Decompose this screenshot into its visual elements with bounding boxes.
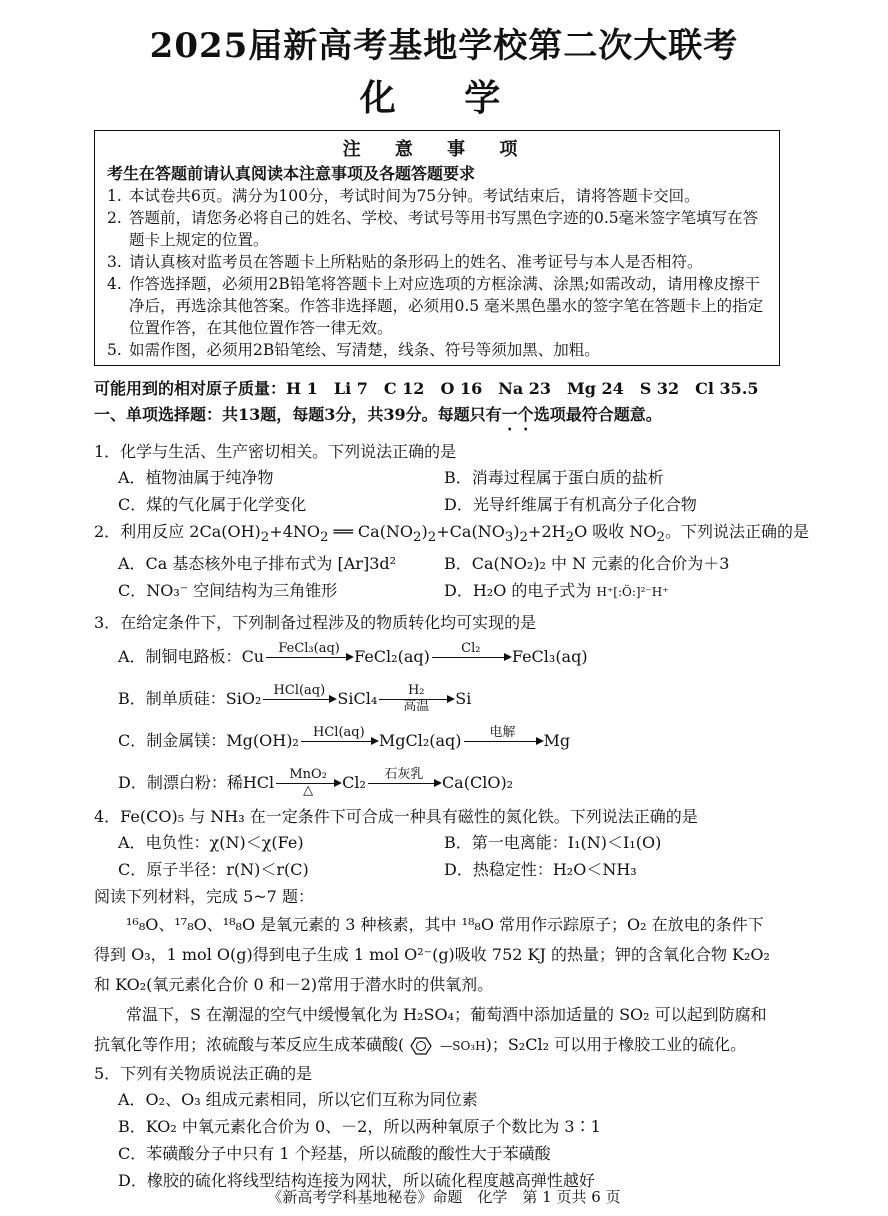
notice-heading: 注 意 事 项 xyxy=(342,139,532,160)
question-5-option-c: C．苯磺酸分子中只有 1 个羟基，所以硫酸的酸性大于苯磺酸 xyxy=(118,1144,551,1164)
atomic-masses-label: 可能用到的相对原子质量： xyxy=(94,379,287,398)
exam-content xyxy=(94,376,809,1195)
question-2-stem-pre: 2．利用反应 2Ca(OH) xyxy=(94,522,261,541)
species: SiO₂ xyxy=(225,689,262,709)
arrow-condition: MnO₂ xyxy=(289,767,327,783)
notice-item xyxy=(107,207,767,251)
reaction-arrow xyxy=(263,684,335,714)
reaction-arrow xyxy=(368,768,440,798)
species: Cl₂ xyxy=(342,773,366,793)
question-4-option-b: B．第一电离能：I₁(N)＜I₁(O) xyxy=(444,833,662,853)
question-4-stem: 4．Fe(CO)₅ 与 NH₃ 在一定条件下可合成一种具有磁性的氮化铁。下列说法正确的是 xyxy=(94,807,698,827)
notice-item-text: 请认真核对监考员在答题卡上所粘贴的条形码上的姓名、准考证号与本人是否相符。 xyxy=(129,253,703,271)
arrow-condition: 石灰乳 xyxy=(384,767,424,783)
option-label: C．制金属镁： xyxy=(118,731,227,751)
species: HCl xyxy=(242,773,275,793)
section-title xyxy=(94,402,794,434)
question-2-option-b: B．Ca(NO₂)₂ 中 N 元素的化合价为＋3 xyxy=(444,554,730,574)
question-2-option-d xyxy=(444,578,770,605)
notice-box xyxy=(94,130,780,366)
question-1-option-b: B．消毒过程属于蛋白质的盐析 xyxy=(444,468,664,487)
notice-item-number: 2. xyxy=(107,209,122,227)
notice-item xyxy=(107,339,767,361)
question-5-option-a: A．O₂、O₃ 组成元素相同，所以它们互称为同位素 xyxy=(118,1090,478,1110)
species: Ca(ClO)₂ xyxy=(441,773,514,793)
atomic-masses-values: H 1 Li 7 C 12 O 16 Na 23 Mg 24 S 32 Cl 35.5 xyxy=(286,379,759,398)
arrow-condition: FeCl₃(aq) xyxy=(278,641,340,657)
question-4-option-d: D．热稳定性：H₂O＜NH₃ xyxy=(444,860,637,880)
species: FeCl₃(aq) xyxy=(511,647,588,667)
notice-item xyxy=(107,185,767,207)
species: FeCl₂(aq) xyxy=(354,647,430,667)
reading-paragraph-1: ¹⁶₈O、¹⁷₈O、¹⁸₈O 是氧元素的 3 种核素，其中 ¹⁸₈O 常用作示踪原子；O₂ 在放电的条件下得到 O₃，1 mol O(g)得到电子生成 1 mol O²⁻(g)吸收 752 KJ 的热量；钾的含氧化合物 K₂O₂ 和 KO₂(氧元素化合价 0 和－2)常用于潜水时的供氧剂。 xyxy=(94,915,770,995)
species: SiCl₄ xyxy=(337,689,378,709)
question-2-options xyxy=(94,551,794,605)
notice-item-text: 答题前，请您务必将自己的姓名、学校、考试号等用书写黑色字迹的0.5毫米签字笔填写在答题卡上规定的位置。 xyxy=(129,209,759,249)
option-label: D．制漂白粉：稀 xyxy=(118,773,243,793)
notice-item-number: 4. xyxy=(107,275,122,293)
question-2-stem-mid: ══ Ca(NO xyxy=(328,522,414,541)
question-2-option-c: C．NO₃⁻ 空间结构为三角锥形 xyxy=(118,581,338,601)
species: Mg(OH)₂ xyxy=(226,731,299,751)
question-4-options xyxy=(94,830,794,884)
question-3-option-a xyxy=(94,636,794,678)
exam-title: 2025届新高考基地学校第二次大联考 xyxy=(149,26,739,66)
question-3-option-c xyxy=(94,720,794,762)
electron-formula: H⁺[:Ö:]²⁻H⁺ xyxy=(596,585,669,600)
question-2-option-d-text: D．H₂O 的电子式为 xyxy=(444,581,592,601)
sulfonic-group: —SO₃H xyxy=(440,1039,486,1054)
arrow-condition-below: △ xyxy=(303,783,314,799)
question-1-option-c: C．煤的气化属于化学变化 xyxy=(118,495,307,514)
question-5-option-b: B．KO₂ 中氧元素化合价为 0、－2，所以两种氧原子个数比为 3∶1 xyxy=(118,1117,601,1137)
question-1-option-d: D．光导纤维属于有机高分子化合物 xyxy=(444,495,697,514)
reaction-arrow xyxy=(266,642,352,672)
arrow-condition: 电解 xyxy=(489,725,516,741)
question-2-stem: 2．利用反应 $2Ca(OH)_2+4NO_2$ ══ $Ca(NO_2)_2+Ca(NO_3)_2+2H_2O$ 吸收 $NO_2$。下列说法正确的是 xyxy=(94,522,809,546)
question-1-stem: 1．化学与生活、生产密切相关。下列说法正确的是 xyxy=(94,442,457,461)
question-3-option-b xyxy=(94,678,794,720)
arrow-condition: H₂ xyxy=(407,683,425,699)
question-2-stem-mid: +4NO xyxy=(269,522,320,541)
species: Si xyxy=(455,689,472,709)
question-2-stem-mid: +Ca(NO xyxy=(436,522,505,541)
subject-title: 化 学 xyxy=(359,77,529,119)
question-3-stem: 3．在给定条件下，下列制备过程涉及的物质转化均可实现的是 xyxy=(94,613,537,633)
reaction-arrow xyxy=(276,768,340,798)
arrow-condition: HCl(aq) xyxy=(273,683,326,699)
option-label: B．制单质硅： xyxy=(118,689,226,709)
benzene-ring-icon xyxy=(405,1035,439,1057)
species: Cu xyxy=(241,647,265,667)
notice-item-number: 1. xyxy=(107,187,122,205)
page-footer: 《新高考学科基地秘卷》命题 化学 第 1 页共 6 页 xyxy=(267,1188,621,1206)
question-4-option-a: A．电负性：χ(N)＜χ(Fe) xyxy=(118,833,304,853)
question-2-stem-mid: O 吸收 NO xyxy=(574,522,657,541)
question-5-option-d: D．橡胶的硫化将线型结构连接为网状，所以硫化程度越高弹性越好 xyxy=(118,1171,595,1191)
reaction-arrow xyxy=(464,726,542,756)
notice-item xyxy=(107,273,767,339)
species: Mg xyxy=(543,731,571,751)
reaction-arrow xyxy=(432,642,510,672)
section-title-post: 选项最符合题意。 xyxy=(533,405,662,424)
question-5-stem: 5．下列有关物质说法正确的是 xyxy=(94,1064,313,1084)
notice-item-text: 本试卷共6页。满分为100分，考试时间为75分钟。考试结束后，请将答题卡交回。 xyxy=(129,187,700,205)
notice-item-text: 如需作图，必须用2B铅笔绘、写清楚，线条、符号等须加黑、加粗。 xyxy=(129,341,600,359)
notice-item-number: 3. xyxy=(107,253,122,271)
notice-subheading: 考生在答题前请认真阅读本注意事项及各题答题要求 xyxy=(107,164,476,183)
notice-item-number: 5. xyxy=(107,341,122,359)
question-2-stem-post: 。下列说法正确的是 xyxy=(664,522,809,541)
arrow-condition: HCl(aq) xyxy=(313,725,365,741)
question-3-option-d xyxy=(94,762,794,804)
reading-paragraph-2-pre: 常温下，S 在潮湿的空气中缓慢氧化为 H₂SO₄；葡萄酒中添加适量的 SO₂ 可以起到防腐和抗氧化等作用；浓硫酸与苯反应生成苯磺酸( xyxy=(94,1005,767,1055)
option-label: A．制铜电路板： xyxy=(118,647,242,667)
notice-item-text: 作答选择题，必须用2B铅笔将答题卡上对应选项的方框涂满、涂黑;如需改动，请用橡皮擦干净后，再选涂其他答案。作答非选择题，必须用0.5 毫米黑色墨水的签字笔在答题卡上的指定位置作答，在其他位置作答一律无效。 xyxy=(129,275,764,337)
arrow-condition-below: 高温 xyxy=(403,699,430,715)
question-2-option-a: A．Ca 基态核外电子排布式为 [Ar]3d² xyxy=(118,554,397,574)
atomic-masses xyxy=(94,376,794,402)
reading-intro: 阅读下列材料，完成 5~7 题： xyxy=(94,887,314,907)
reaction-arrow xyxy=(379,684,453,714)
section-title-emphasis: 一个 xyxy=(501,405,534,424)
question-2-stem-mid: +2H xyxy=(528,522,566,541)
species: MgCl₂(aq) xyxy=(378,731,462,751)
arrow-condition: Cl₂ xyxy=(461,641,481,657)
reading-paragraph-2-post: )；S₂Cl₂ 可以用于橡胶工业的硫化。 xyxy=(485,1035,747,1055)
question-4-option-c: C．原子半径：r(N)＜r(C) xyxy=(118,860,309,880)
question-1-options xyxy=(94,465,794,519)
question-2-stem-mid: ) xyxy=(421,522,428,541)
reaction-arrow xyxy=(301,726,377,756)
reading-paragraph-2 xyxy=(94,1000,770,1061)
section-title-pre: 一、单项选择题：共13题，每题3分，共39分。每题只有 xyxy=(94,405,502,424)
notice-item xyxy=(107,251,767,273)
question-5-options xyxy=(94,1087,794,1195)
question-1-option-a: A．植物油属于纯净物 xyxy=(118,468,274,487)
